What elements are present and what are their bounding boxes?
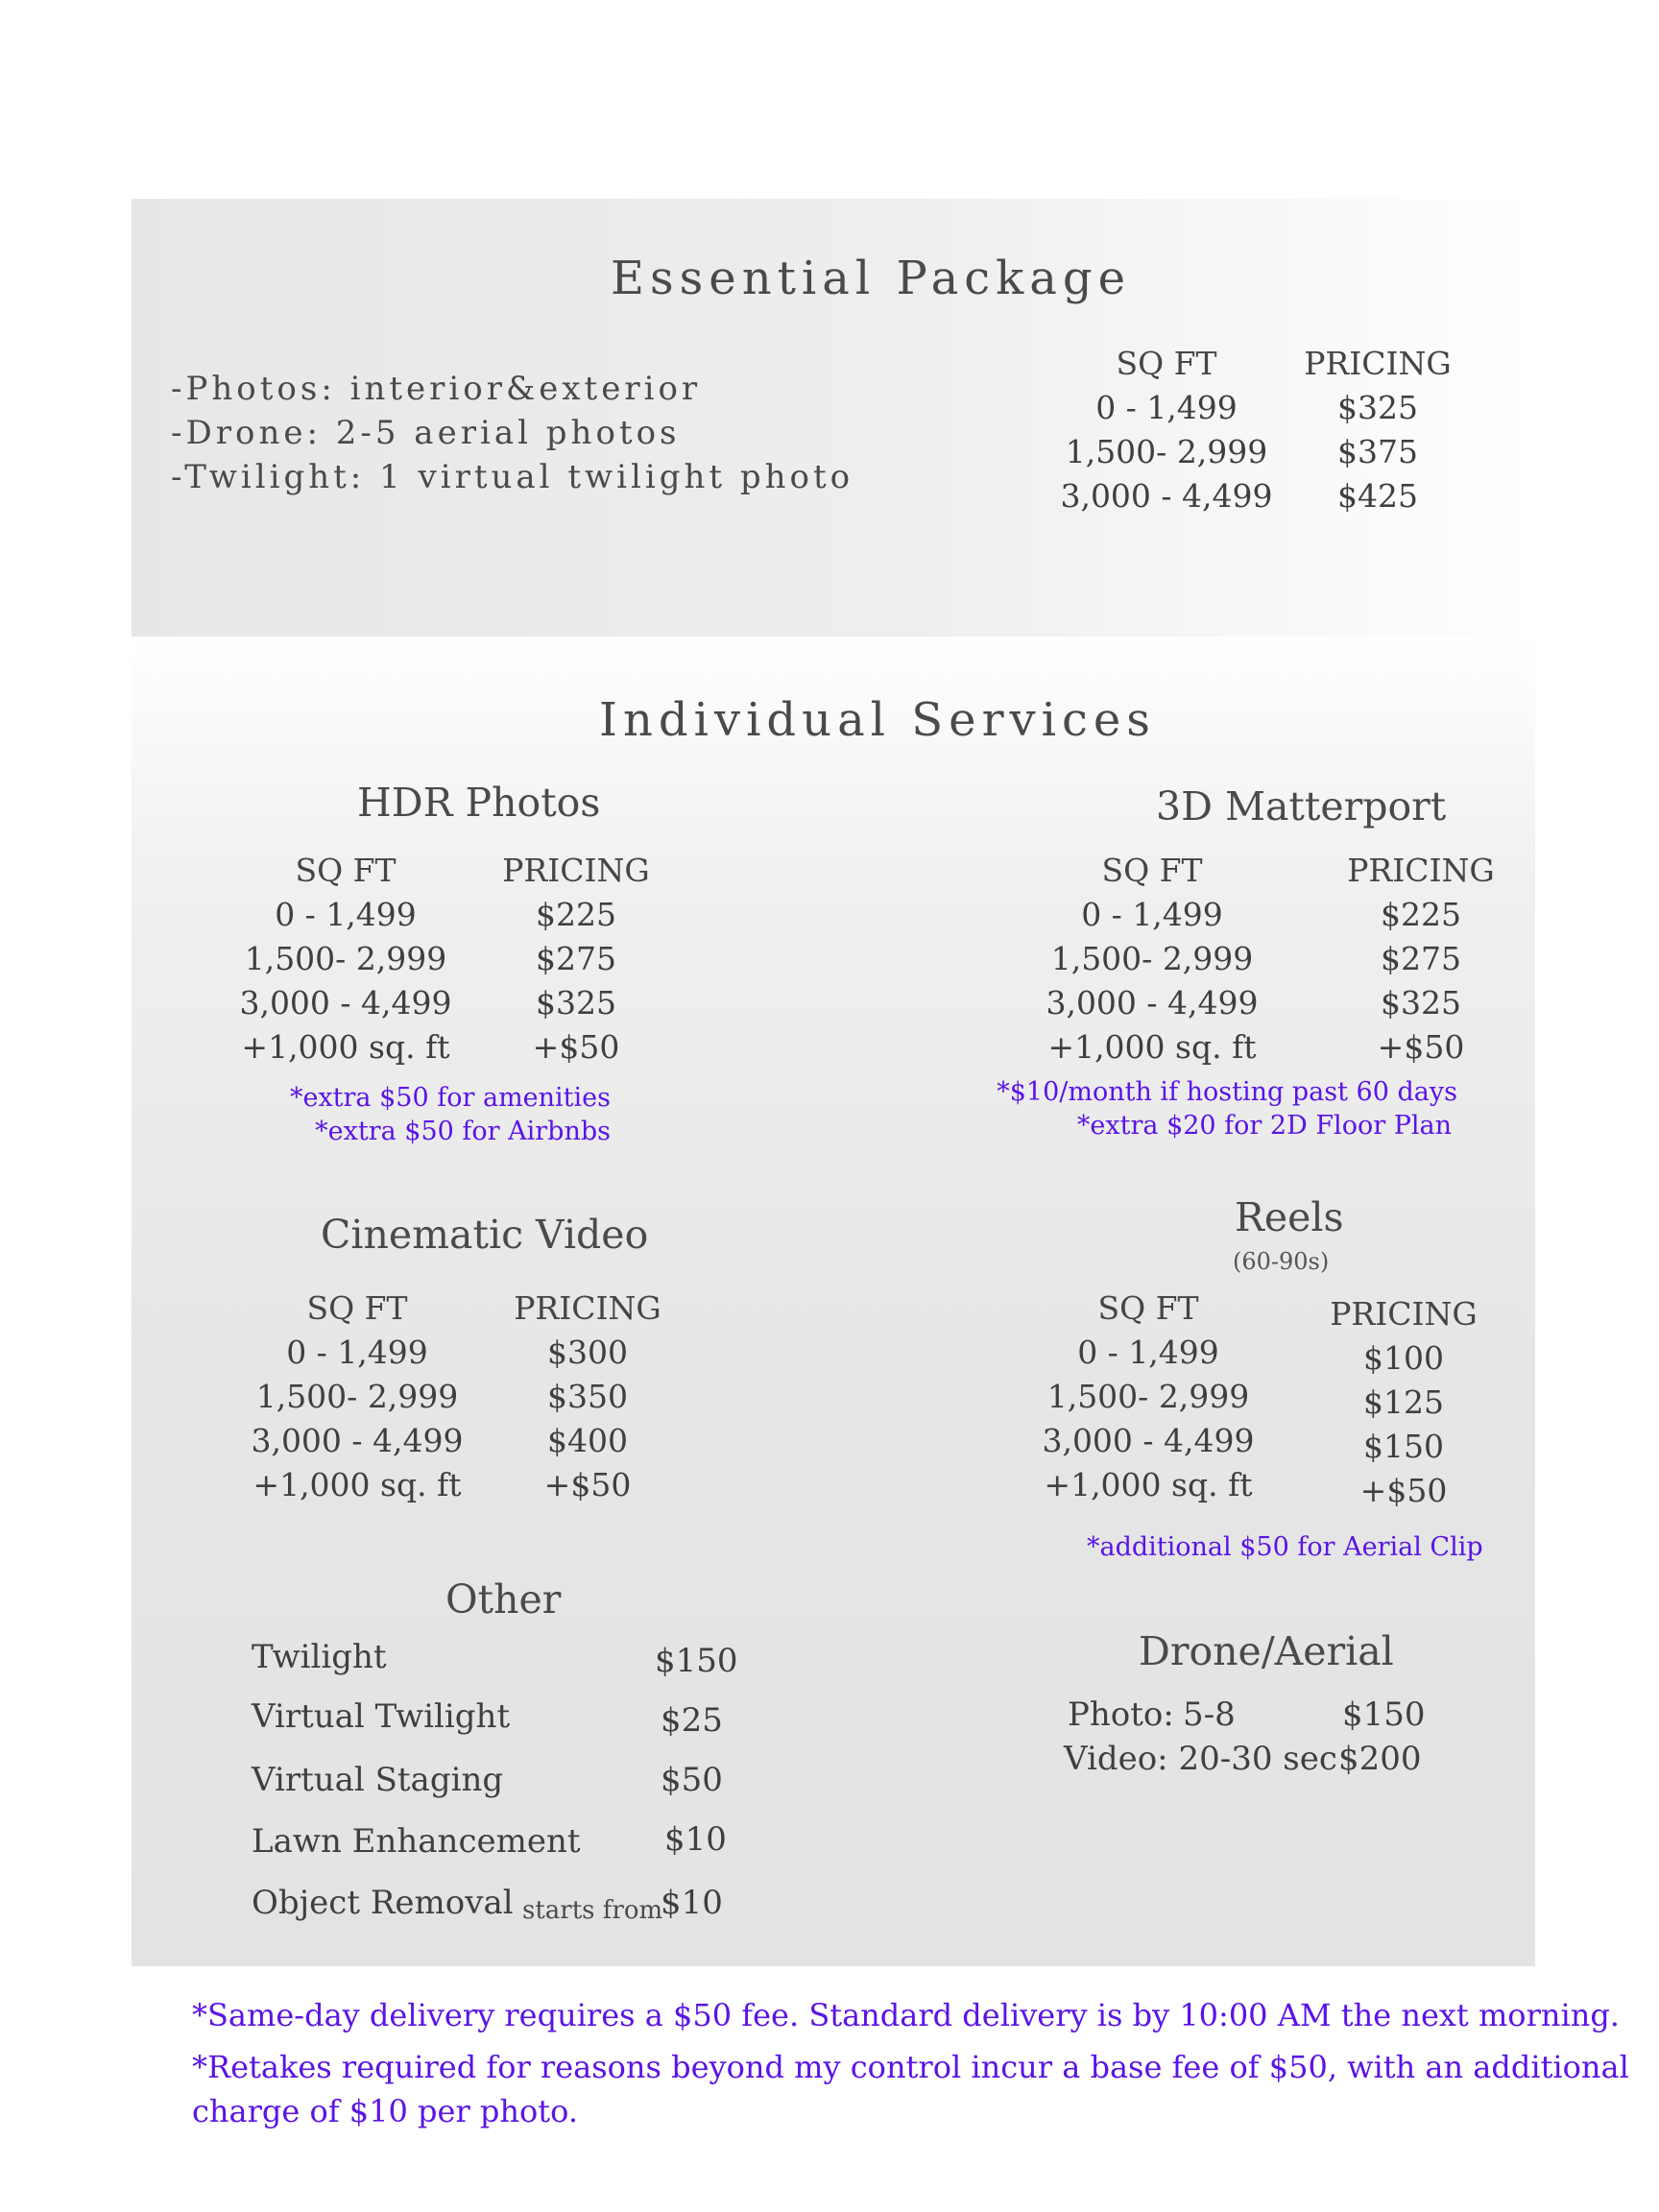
sqft-value: +1,000 sq. ft bbox=[241, 1028, 450, 1066]
sqft-value: 1,500- 2,999 bbox=[1065, 433, 1268, 470]
sqft-value: 3,000 - 4,499 bbox=[1046, 984, 1259, 1022]
column-header-sqft: SQ FT bbox=[295, 852, 397, 889]
price-value: $125 bbox=[1363, 1383, 1444, 1421]
other-item-label: Twilight bbox=[252, 1638, 387, 1676]
reels-subtitle: (60-90s) bbox=[1233, 1248, 1330, 1275]
column-header-sqft: SQ FT bbox=[1101, 852, 1203, 889]
sqft-value: +1,000 sq. ft bbox=[1044, 1466, 1253, 1503]
price-value: +$50 bbox=[532, 1028, 620, 1066]
price-value: $225 bbox=[536, 896, 616, 933]
drone-title: Drone/Aerial bbox=[1139, 1628, 1394, 1674]
sqft-value: 3,000 - 4,499 bbox=[1042, 1422, 1255, 1459]
price-value: +$50 bbox=[1359, 1472, 1448, 1509]
price-value: $300 bbox=[547, 1334, 628, 1371]
price-value: +$50 bbox=[1377, 1028, 1465, 1066]
other-item-price: $50 bbox=[661, 1761, 723, 1799]
drone-photo-range: 5-8 bbox=[1183, 1695, 1236, 1734]
column-header-sqft: SQ FT bbox=[1116, 345, 1217, 382]
price-value: $275 bbox=[536, 940, 616, 977]
other-item-label: Object Removal bbox=[252, 1884, 514, 1922]
sqft-value: 3,000 - 4,499 bbox=[1060, 477, 1273, 515]
essential-photos-line: -Photos: interior&exterior bbox=[171, 370, 702, 408]
drone-video-label: Video: 20-30 sec bbox=[1064, 1740, 1337, 1778]
column-header-pricing: PRICING bbox=[502, 852, 650, 889]
individual-title: Individual Services bbox=[599, 693, 1156, 747]
drone-video-price: $200 bbox=[1338, 1740, 1422, 1778]
hdr-sqft-column bbox=[230, 849, 461, 1070]
footer-note-retakes-cont: charge of $10 per photo. bbox=[192, 2093, 579, 2129]
other-title: Other bbox=[445, 1576, 562, 1623]
hdr-note: *extra $50 for Airbnbs bbox=[315, 1117, 611, 1146]
other-item-price: $10 bbox=[661, 1884, 723, 1922]
other-item-price: $10 bbox=[664, 1820, 727, 1859]
price-value: $150 bbox=[1363, 1428, 1444, 1465]
sqft-value: 0 - 1,499 bbox=[1095, 389, 1238, 426]
matterport-title: 3D Matterport bbox=[1156, 783, 1447, 830]
price-value: +$50 bbox=[543, 1466, 632, 1503]
other-item-label: Virtual Twilight bbox=[252, 1697, 511, 1736]
matterport-note: *$10/month if hosting past 60 days bbox=[997, 1077, 1457, 1107]
drone-photo-price: $150 bbox=[1342, 1695, 1426, 1734]
essential-drone-line: -Drone: 2-5 aerial photos bbox=[171, 414, 681, 452]
price-value: $375 bbox=[1337, 433, 1418, 470]
sqft-value: 3,000 - 4,499 bbox=[239, 984, 452, 1022]
matterport-note: *extra $20 for 2D Floor Plan bbox=[1076, 1111, 1452, 1141]
sqft-value: 0 - 1,499 bbox=[1081, 896, 1223, 933]
essential-pricing-column bbox=[1286, 342, 1469, 518]
other-item-label: Lawn Enhancement bbox=[252, 1822, 581, 1861]
column-header-pricing: PRICING bbox=[1304, 345, 1452, 382]
price-value: $350 bbox=[547, 1378, 628, 1415]
essential-twilight-line: -Twilight: 1 virtual twilight photo bbox=[171, 458, 854, 496]
matterport-sqft-column bbox=[1037, 849, 1267, 1070]
other-item-price: $25 bbox=[661, 1701, 723, 1740]
price-value: $400 bbox=[547, 1422, 628, 1459]
cinematic-title: Cinematic Video bbox=[321, 1212, 649, 1258]
price-value: $325 bbox=[1337, 389, 1418, 426]
hdr-pricing-column bbox=[490, 849, 662, 1070]
footer-note-delivery: *Same-day delivery requires a $50 fee. Standard delivery is by 10:00 AM the next morning. bbox=[192, 1997, 1620, 2033]
sqft-value: 1,500- 2,999 bbox=[244, 940, 447, 977]
cinematic-sqft-column bbox=[242, 1286, 472, 1507]
sqft-value: 3,000 - 4,499 bbox=[251, 1422, 464, 1459]
reels-pricing-column bbox=[1317, 1292, 1490, 1513]
column-header-sqft: SQ FT bbox=[306, 1289, 408, 1327]
price-value: $325 bbox=[1381, 984, 1461, 1022]
matterport-pricing-column bbox=[1334, 849, 1507, 1070]
price-value: $225 bbox=[1381, 896, 1461, 933]
sqft-value: 1,500- 2,999 bbox=[1050, 940, 1254, 977]
other-item-price: $150 bbox=[655, 1642, 738, 1680]
column-header-sqft: SQ FT bbox=[1097, 1289, 1199, 1327]
price-value: $425 bbox=[1337, 477, 1418, 515]
cinematic-pricing-column bbox=[501, 1286, 674, 1507]
price-value: $325 bbox=[536, 984, 616, 1022]
price-value: $100 bbox=[1363, 1339, 1444, 1377]
other-item-qualifier: starts from bbox=[522, 1896, 663, 1925]
price-value: $275 bbox=[1381, 940, 1461, 977]
other-item-label: Virtual Staging bbox=[252, 1761, 504, 1799]
sqft-value: 1,500- 2,999 bbox=[255, 1378, 459, 1415]
sqft-value: 0 - 1,499 bbox=[286, 1334, 428, 1371]
drone-photo-label: Photo: bbox=[1068, 1695, 1174, 1734]
sqft-value: 0 - 1,499 bbox=[1077, 1334, 1219, 1371]
essential-title: Essential Package bbox=[611, 252, 1131, 305]
reels-title: Reels bbox=[1235, 1194, 1344, 1240]
column-header-pricing: PRICING bbox=[514, 1289, 661, 1327]
column-header-pricing: PRICING bbox=[1330, 1295, 1478, 1333]
sqft-value: +1,000 sq. ft bbox=[252, 1466, 462, 1503]
essential-sqft-column bbox=[1056, 342, 1277, 518]
column-header-pricing: PRICING bbox=[1347, 852, 1495, 889]
sqft-value: +1,000 sq. ft bbox=[1047, 1028, 1257, 1066]
hdr-title: HDR Photos bbox=[357, 780, 601, 826]
sqft-value: 0 - 1,499 bbox=[275, 896, 417, 933]
reels-note: *additional $50 for Aerial Clip bbox=[1087, 1532, 1483, 1562]
footer-note-retakes: *Retakes required for reasons beyond my control incur a base fee of $50, with an additional bbox=[192, 2049, 1629, 2085]
sqft-value: 1,500- 2,999 bbox=[1046, 1378, 1250, 1415]
reels-sqft-column bbox=[1033, 1286, 1263, 1507]
hdr-note: *extra $50 for amenities bbox=[289, 1083, 611, 1113]
